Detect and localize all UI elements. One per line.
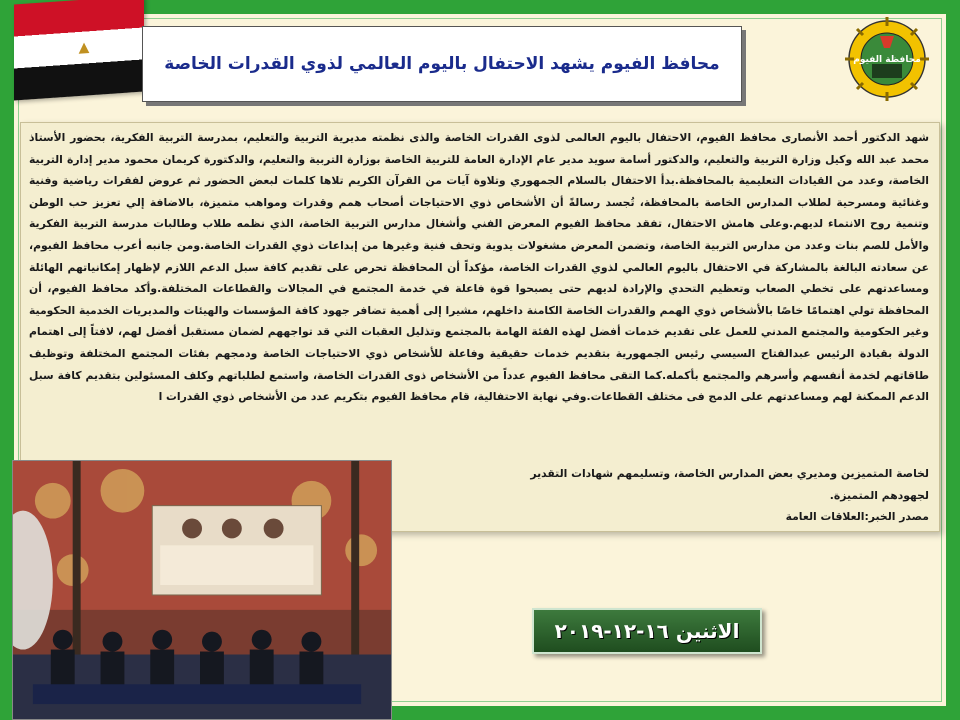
governorate-logo <box>832 14 942 104</box>
date-badge <box>532 608 762 654</box>
date-text: الاثنين ١٦-١٢-٢٠١٩ <box>554 619 740 643</box>
event-photo <box>12 460 392 720</box>
egypt-flag-icon <box>14 0 144 101</box>
headline-box <box>142 26 742 102</box>
article-source: مصدر الخبر:العلاقات العامة <box>785 510 929 524</box>
headline: محافظ الفيوم يشهد الاحتفال باليوم العالمي لذوي القدرات الخاصة <box>164 54 720 74</box>
article-body: شهد الدكتور أحمد الأنصارى محافظ الفيوم، الاحتفال باليوم العالمى لذوى القدرات الخاصة والذى نظمته مديرية التربية والتعليم، بمدرسة التربية الفكرية، بحضور الأستاذ محمد عبد الله وكيل وزارة التربية والتعليم، والدكتور أسامة سويد مدير عام الإدارة العامة للتربية الخاصة بوزارة التربية والتعليم، والدكتورة كريمان محمود مدير إدارة التربية الخاصة، وعدد من القيادات التعليمية بالمحافظة.بدأ الاحتفال بالسلام الجمهوري وتلاوة آيات من القرآن الكريم تلاها كلمات لبعض الحضور ثم عروض لفقرات رياضية وفنية وغنائية ومسرحية لطلاب المدارس الخاصة بالمحافظة، تُجسد رسالةً أن الأشخاص ذوي الاحتياجات أصحاب همم وقدرات ومواهب متميزة، بالاضافة إلي تعزيز حب الوطن وتنمية روح الانتماء لديهم.وعلى هامش الاحتفال، تفقد محافظ الفيوم المعرض الفني وأشغال مدارس التربية الخاصة، الذي نظمه طلاب وطالبات مدرسة التربية الفكرية والأمل للصم بنات وعدد من مدارس التربية الخاصة، وتضمن المعرض مشغولات يدوية وتحف فنية وغيرها من إبداعات ذوي القدرات الخاصة.ومن جانبه أعرب محافظ الفيوم، عن سعادته البالغة بالمشاركة في الاحتفال باليوم العالمي لذوي القدرات الخاصة، مؤكداً أن المحافظة تحرص على تقديم كافة سبل الدعم اللازم لإظهار إمكانياتهم الهائلة ومساعدتهم على تخطي الصعاب وتعظيم التحدي والإرادة لديهم حتى يصبحوا قوة فاعلة في خدمة المجتمع في المجالات والقطاعات المختلفة.وأكد محافظ الفيوم، أن المحافظة تولي اهتمامًا خاصًا بالأشخاص ذوي الهمم والقدرات الخاصة الكامنة داخلهم، مشيرا إلى أهمية تضافر جهود كافة المؤسسات والهيئات والمديريات الخدمية الحكومية وغير الحكومية والمجتمع المدني للعمل على تقديم خدمات أفضل لهذه الفئة الهامة بالمجتمع وتذليل العقبات التي قد تواجههم لضمان مستقبل أفضل لهم، لافتاً إلى اهتمام الدولة بقيادة الرئيس عبدالفتاح السيسي رئيس الجمهورية بتقديم خدمات حقيقية وفاعلة للأشخاص ذوي الاحتياجات الخاصة ودمجهم بفئات المجتمع المختلفة وتوظيف طاقاتهم لخدمة أنفسهم وأسرهم والمجتمع بأكمله.كما التقى محافظ الفيوم عدداً من الأشخاص ذوى القدرات الخاصة، واستمع لطلباتهم وكلف المسئولين بتقديم كافة سبل الدعم الممكنة لهم ومساعدتهم على الدمج فى مختلف القطاعات.وفي نهاية الاحتفالية، قام محافظ الفيوم بتكريم عدد من الأشخاص ذوي القدرات ا <box>29 131 929 404</box>
article-tail-line: لخاصة المتميزين ومديري بعض المدارس الخاصة، وتسليمهم شهادات التقدير <box>530 467 929 480</box>
logo-text: محافظة الفيوم <box>853 55 921 65</box>
article-tail <box>409 463 929 528</box>
eagle-emblem-icon: ▲ <box>78 39 90 57</box>
article-tail-line: لجهودهم المتميزة. <box>829 488 929 502</box>
banner-icon <box>152 506 321 595</box>
